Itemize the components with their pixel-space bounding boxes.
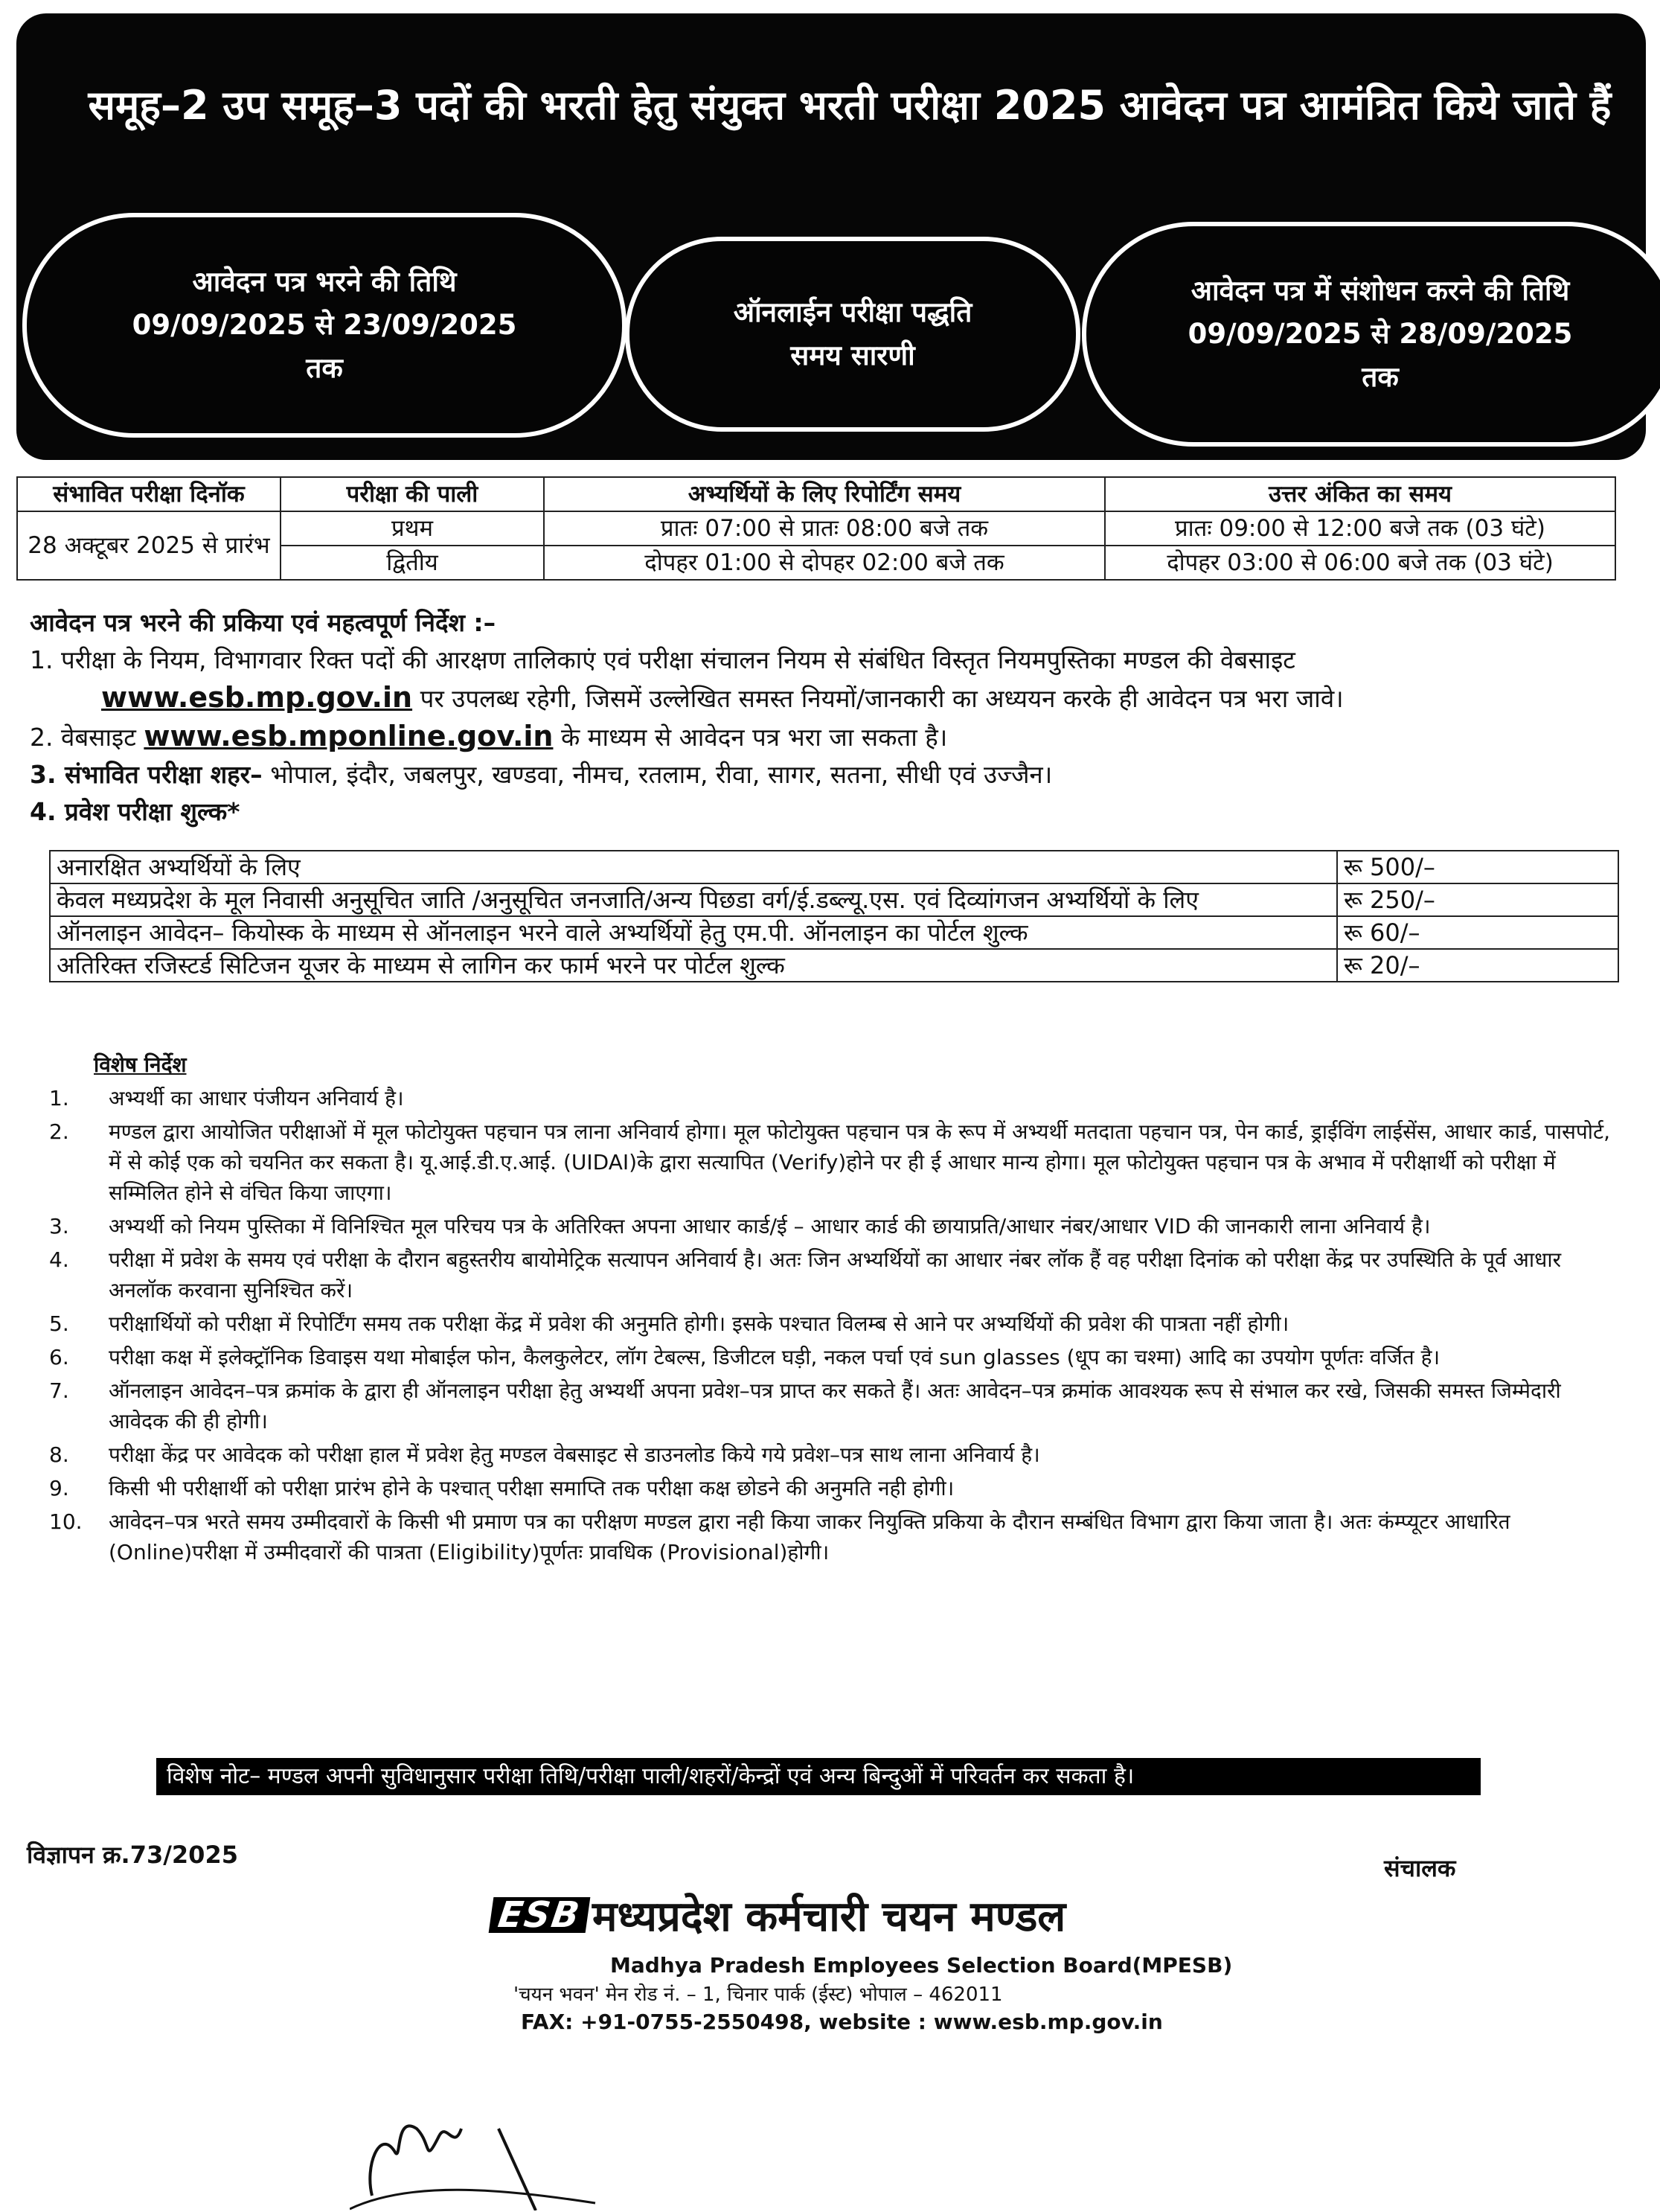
item-text: आवेदन–पत्र भरते समय उम्मीदवारों के किसी भी प्रमाण पत्र का परीक्षण मण्डल द्वारा नही किया जाकर नियुक्ति प्रकिया के दौरान सम्बंधित विभाग द्वारा किया जाता है। अतः कंम्प्यूटर आधारित (Online)परीक्षा में उम्मीदवारों की पात्रता (Eligibility)पूर्णतः प्रावधिक (Provisional)होगी। (109, 1509, 1510, 1564)
item-text: परीक्षा में प्रवेश के समय एवं परीक्षा के दौरान बहुस्तरीय बायोमेट्रिक सत्यापन अनिवार्य है। अतः जिन अभ्यर्थियों का आधार नंबर लॉक हैं वह परीक्षा दिनांक को परीक्षा केंद्र पर उपस्थिति के पूर्व आधार अनलॉक करवाना सुनिश्चित करें। (109, 1247, 1562, 1302)
organization-logo-row (491, 1887, 1065, 1943)
item-number: 10. (49, 1509, 83, 1534)
process-section (30, 604, 1629, 831)
table-row (50, 916, 1618, 949)
application-date-suffix: तक (306, 352, 343, 384)
exam-mode-box (625, 237, 1080, 432)
application-date-range: 09/09/2025 से 23/09/2025 (132, 309, 517, 341)
esb-logo: ESB (489, 1897, 591, 1933)
fee-label: अतिरिक्त रजिस्टर्ड सिटिजन यूजर के माध्यम से लागिन कर फार्म भरने पर पोर्टल शुल्क (50, 949, 1337, 982)
special-heading: विशेष निर्देश (94, 1052, 187, 1077)
column-header: परीक्षा की पाली (281, 477, 544, 511)
item-text: ऑनलाइन आवेदन–पत्र क्रमांक के द्वारा ही ऑनलाइन परीक्षा हेतु अभ्यर्थी अपना प्रवेश–पत्र प्राप्त कर सकते हैं। अतः आवेदन–पत्र क्रमांक आवश्यक रूप से संभाल कर रखे, जिसकी समस्त जिम्मेदारी आवेदक की ही होगी। (109, 1378, 1561, 1433)
table-row (50, 949, 1618, 982)
instruction-item-1 (30, 642, 1629, 679)
reporting-time-cell: प्रातः 07:00 से प्रातः 08:00 बजे तक (544, 511, 1105, 546)
instruction-label: 3. संभावित परीक्षा शहर– (30, 760, 263, 789)
fee-amount: रू 250/– (1337, 883, 1618, 916)
application-date-box (22, 213, 626, 438)
exam-date-cell: 28 अक्टूबर 2025 से प्रारंभ (17, 511, 281, 580)
answer-time-cell: दोपहर 03:00 से 06:00 बजे तक (03 घंटे) (1105, 546, 1615, 580)
organization-contact: FAX: +91-0755-2550498, website : www.esb.mp.gov.in (521, 2010, 1163, 2034)
application-date-label: आवेदन पत्र भरने की तिथि (192, 266, 457, 298)
special-instructions (49, 1049, 1612, 1570)
table-row (50, 851, 1618, 883)
signature-mark (350, 2084, 722, 2211)
fee-amount: रू 500/– (1337, 851, 1618, 883)
item-number: 5. (49, 1311, 69, 1336)
exam-schedule-label: समय सारणी (790, 339, 915, 371)
fee-label: अनारक्षित अभ्यर्थियों के लिए (50, 851, 1337, 883)
correction-date-label: आवेदन पत्र में संशोधन करने की तिथि (1190, 275, 1570, 307)
director-label: संचालक (1384, 1854, 1456, 1882)
correction-date-suffix: तक (1362, 361, 1399, 393)
instruction-text: पर उपलब्ध रहेगी, जिसमें उल्लेखित समस्त नियमों/जानकारी का अध्ययन करके ही आवेदन पत्र भरा जावे। (420, 684, 1344, 713)
list-item (49, 1211, 1612, 1241)
correction-date-range: 09/09/2025 से 28/09/2025 (1188, 318, 1573, 350)
list-item (49, 1375, 1612, 1436)
reporting-time-cell: दोपहर 01:00 से दोपहर 02:00 बजे तक (544, 546, 1105, 580)
fee-label: केवल मध्यप्रदेश के मूल निवासी अनुसूचित जाति /अनुसूचित जनजाति/अन्य पिछडा वर्ग/ई.डब्ल्यू.एस. एवं दिव्यांगजन अभ्यर्थियों के लिए (50, 883, 1337, 916)
item-text: किसी भी परीक्षार्थी को परीक्षा प्रारंभ होने के पश्चात् परीक्षा समाप्ति तक परीक्षा कक्ष छोडने की अनुमति नही होगी। (109, 1476, 955, 1500)
item-number: 3. (49, 1214, 69, 1238)
item-number: 9. (49, 1476, 69, 1500)
list-item (49, 1506, 1612, 1567)
organization-name-hindi: मध्यप्रदेश कर्मचारी चयन मण्डल (592, 1893, 1066, 1941)
item-number: 2. (49, 1119, 69, 1144)
fee-table (49, 850, 1619, 982)
instruction-item-1-cont (30, 679, 1629, 717)
list-item (49, 1083, 1612, 1113)
organization-name-english: Madhya Pradesh Employees Selection Board(MPESB) (610, 1953, 1233, 1978)
item-text: मण्डल द्वारा आयोजित परीक्षाओं में मूल फोटोयुक्त पहचान पत्र लाना अनिवार्य होगा। मूल फोटोयुक्त पहचान पत्र के रूप में अभ्यर्थी मतदाता पहचान पत्र, पेन कार्ड, ड्राईविंग लाईसेंस, आधार कार्ड, पासपोर्ट, में से कोई एक को चयनित कर सकता है। यू.आई.डी.ए.आई. (UIDAI)के द्वारा सत्यापित (Verify)होने पर ही ई आधार मान्य होगा। मूल फोटोयुक्त पहचान पत्र के अभाव में परीक्षार्थी को परीक्षा में सम्मिलित होने से वंचित किया जाएगा। (109, 1119, 1611, 1205)
page-title: समूह–2 उप समूह–3 पदों की भरती हेतु संयुक्त भरती परीक्षा 2025 आवेदन पत्र आमंत्रित किये जाते हैं (88, 82, 1612, 129)
list-item (49, 1244, 1612, 1305)
column-header: संभावित परीक्षा दिनॉक (17, 477, 281, 511)
column-header: अभ्यर्थियों के लिए रिपोर्टिंग समय (544, 477, 1105, 511)
column-header: उत्तर अंकित का समय (1105, 477, 1615, 511)
item-text: अभ्यर्थी को नियम पुस्तिका में विनिश्चित मूल परिचय पत्र के अतिरिक्त अपना आधार कार्ड/ई – आधार कार्ड की छायाप्रति/आधार नंबर/आधार VID की जानकारी लाना अनिवार्य है। (109, 1214, 1431, 1238)
advertisement-number: विज्ञापन क्र.73/2025 (27, 1841, 238, 1869)
list-item (49, 1473, 1612, 1503)
instruction-item-2 (30, 717, 1629, 756)
item-text: परीक्षा केंद्र पर आवेदक को परीक्षा हाल में प्रवेश हेतु मण्डल वेबसाइट से डाउनलोड किये गये प्रवेश–पत्र साथ लाना अनिवार्य है। (109, 1442, 1040, 1467)
instruction-text: के माध्यम से आवेदन पत्र भरा जा सकता है। (560, 723, 948, 752)
list-item (49, 1439, 1612, 1470)
fee-amount: रू 20/– (1337, 949, 1618, 982)
item-number: 4. (49, 1247, 69, 1272)
process-heading: आवेदन पत्र भरने की प्रकिया एवं महत्वपूर्ण निर्देश :– (30, 608, 496, 637)
shift-cell: प्रथम (281, 511, 544, 546)
list-item (49, 1116, 1612, 1208)
item-number: 1. (49, 1086, 69, 1110)
instruction-item-3 (30, 756, 1629, 793)
item-number: 8. (49, 1442, 69, 1467)
table-row (17, 511, 1615, 546)
website-link[interactable]: www.esb.mp.gov.in (101, 681, 413, 714)
special-note-bar: विशेष नोट– मण्डल अपनी सुविधानुसार परीक्षा तिथि/परीक्षा पाली/शहरों/केन्द्रों एवं अन्य बिन्दुओं में परिवर्तन कर सकता है। (156, 1758, 1481, 1795)
fee-amount: रू 60/– (1337, 916, 1618, 949)
organization-address: 'चयन भवन' मेन रोड नं. – 1, चिनार पार्क (ईस्ट) भोपाल – 462011 (513, 1984, 1003, 2006)
item-number: 7. (49, 1378, 69, 1403)
exam-schedule-table (16, 476, 1616, 581)
table-row (50, 883, 1618, 916)
instruction-text: 1. परीक्षा के नियम, विभागवार रिक्त पदों की आरक्षण तालिकाएं एवं परीक्षा संचालन नियम से संबंधित विस्तृत नियमपुस्तिका मण्डल की वेबसाइट (30, 645, 1295, 674)
item-text: परीक्षा कक्ष में इलेक्ट्रॉनिक डिवाइस यथा मोबाईल फोन, कैलकुलेटर, लॉग टेबल्स, डिजीटल घड़ी, नकल पर्चा एवं sun glasses (धूप का चश्मा) आदि का उपयोग पूर्णतः वर्जित है। (109, 1345, 1441, 1369)
instruction-item-4: 4. प्रवेश परीक्षा शुल्क* (30, 797, 240, 826)
instruction-text: भोपाल, इंदौर, जबलपुर, खण्डवा, नीमच, रतलाम, रीवा, सागर, सतना, सीधी एवं उज्जैन। (270, 760, 1053, 789)
instruction-text: 2. वेबसाइट (30, 723, 136, 752)
special-list (49, 1083, 1612, 1567)
list-item (49, 1308, 1612, 1339)
fee-label: ऑनलाइन आवेदन– कियोस्क के माध्यम से ऑनलाइन भरने वाले अभ्यर्थियों हेतु एम.पी. ऑनलाइन का पोर्टल शुल्क (50, 916, 1337, 949)
answer-time-cell: प्रातः 09:00 से 12:00 बजे तक (03 घंटे) (1105, 511, 1615, 546)
table-header-row (17, 477, 1615, 511)
header-banner (16, 13, 1646, 460)
item-text: अभ्यर्थी का आधार पंजीयन अनिवार्य है। (109, 1086, 404, 1110)
correction-date-box (1082, 222, 1660, 447)
shift-cell: द्वितीय (281, 546, 544, 580)
item-number: 6. (49, 1345, 69, 1369)
website-link[interactable]: www.esb.mponline.gov.in (144, 720, 554, 752)
list-item (49, 1342, 1612, 1372)
item-text: परीक्षार्थियों को परीक्षा में रिपोर्टिंग समय तक परीक्षा केंद्र में प्रवेश की अनुमति होगी। इसके पश्चात विलम्ब से आने पर अभ्यर्थियों की प्रवेश की पात्रता नहीं होगी। (109, 1311, 1289, 1336)
exam-mode-label: ऑनलाईन परीक्षा पद्धति (733, 296, 972, 328)
